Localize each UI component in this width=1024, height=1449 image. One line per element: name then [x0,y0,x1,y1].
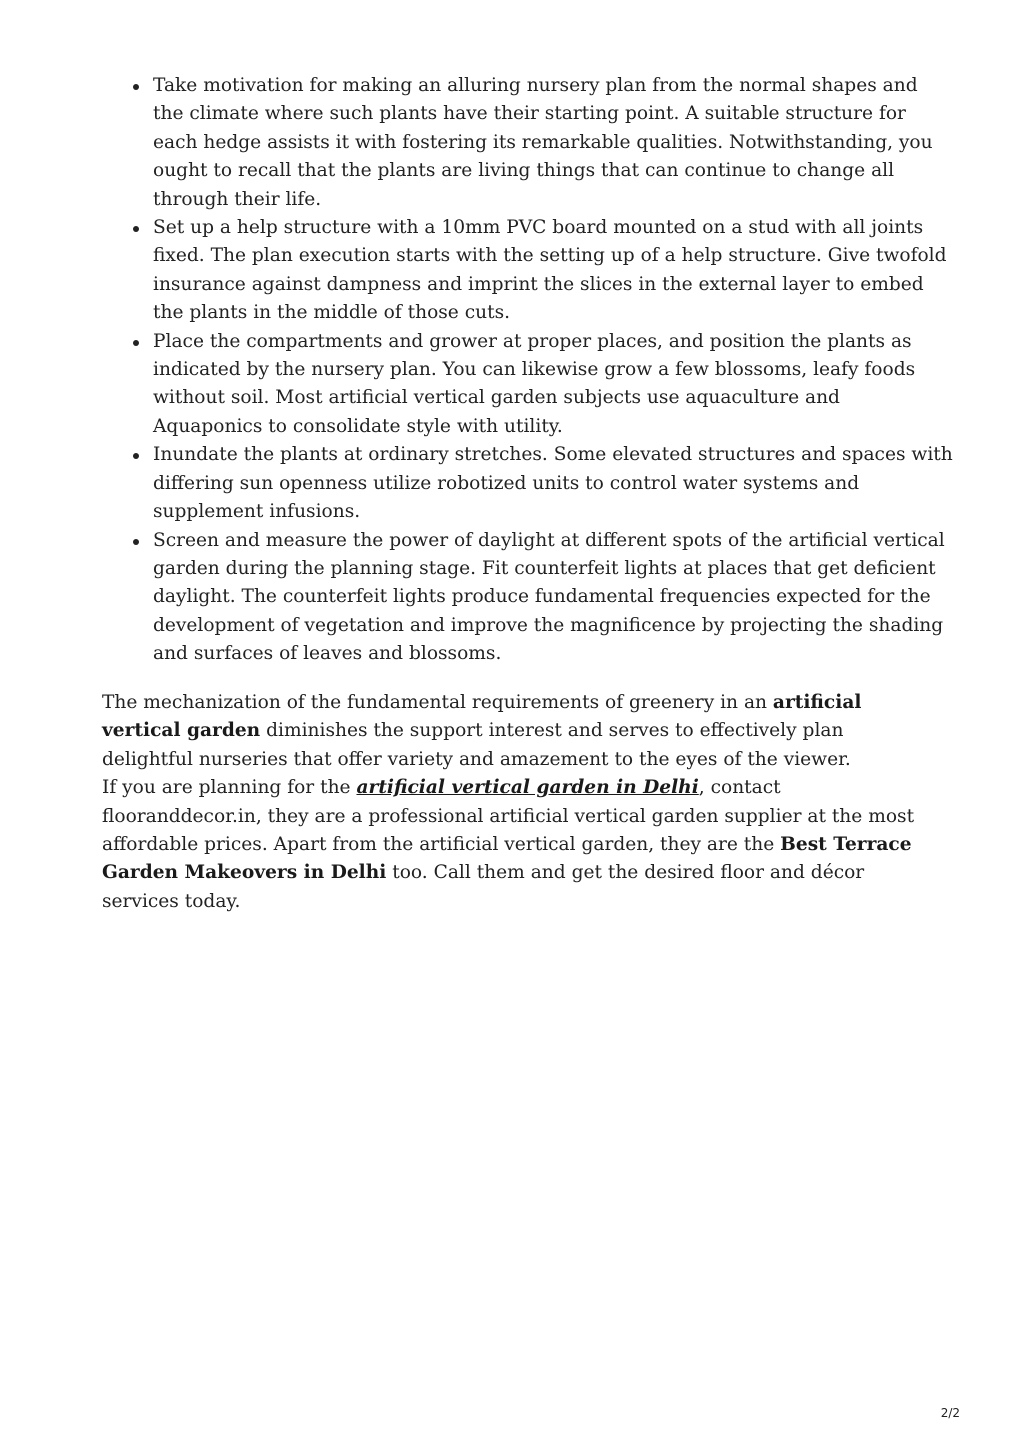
paragraph-text: too. Call them and get the desired floor and décor services today. [102,862,865,912]
list-item: Place the compartments and grower at proper places, and position the plants as indicated by the nursery plan. You can likewise grow a few blossoms, leafy foods without soil. Most artificial vertical garden subjects use aquaculture and Aquaponics to consolidate style with utility. [153,328,953,442]
list-item: Screen and measure the power of daylight at different spots of the artificial vertical garden during the planning stage. Fit counterfeit lights at places that get deficient daylight. The counterfeit lights produce fundamental frequencies expected for the development of vegetation and improve the magnificence by projecting the shading and surfaces of leaves and blossoms. [153,527,953,669]
paragraph-text: , contact flooranddecor.in, they are a professional artificial vertical garden supplier at the most affordable prices. Apart from the artificial vertical garden, they are the [102,777,915,856]
paragraph-text: If you are planning for the [102,777,357,799]
bold-keyword: artificial vertical garden [102,692,862,742]
page-number: 2/2 [940,1406,960,1420]
paragraph-text: diminishes the support interest and serves to effectively plan delightful nurseries that offer variety and amazement to the eyes of the viewer. [102,720,851,770]
body-text [102,689,932,916]
list-item: Inundate the plants at ordinary stretches. Some elevated structures and spaces with differing sun openness utilize robotized units to control water systems and supplement infusions. [153,441,953,526]
bullet-list [128,72,953,669]
paragraph-mechanization [102,689,932,774]
bold-keyword: Best Terrace Garden Makeovers in Delhi [102,834,912,884]
paragraph-text: The mechanization of the fundamental requirements of greenery in an [102,692,773,713]
list-item: Set up a help structure with a 10mm PVC board mounted on a stud with all joints fixed. The plan execution starts with the setting up of a help structure. Give twofold insurance against dampness and imprint the slices in the external layer to embed the plants in the middle of those cuts. [153,214,953,328]
list-item: Take motivation for making an alluring nursery plan from the normal shapes and the climate where such plants have their starting point. A suitable structure for each hedge assists it with fostering its remarkable qualities. Notwithstanding, you ought to recall that the plants are living things that can continue to change all through their life. [153,72,953,214]
paragraph-contact [102,774,932,916]
garden-delhi-link[interactable]: artificial vertical garden in Delhi [356,777,699,799]
